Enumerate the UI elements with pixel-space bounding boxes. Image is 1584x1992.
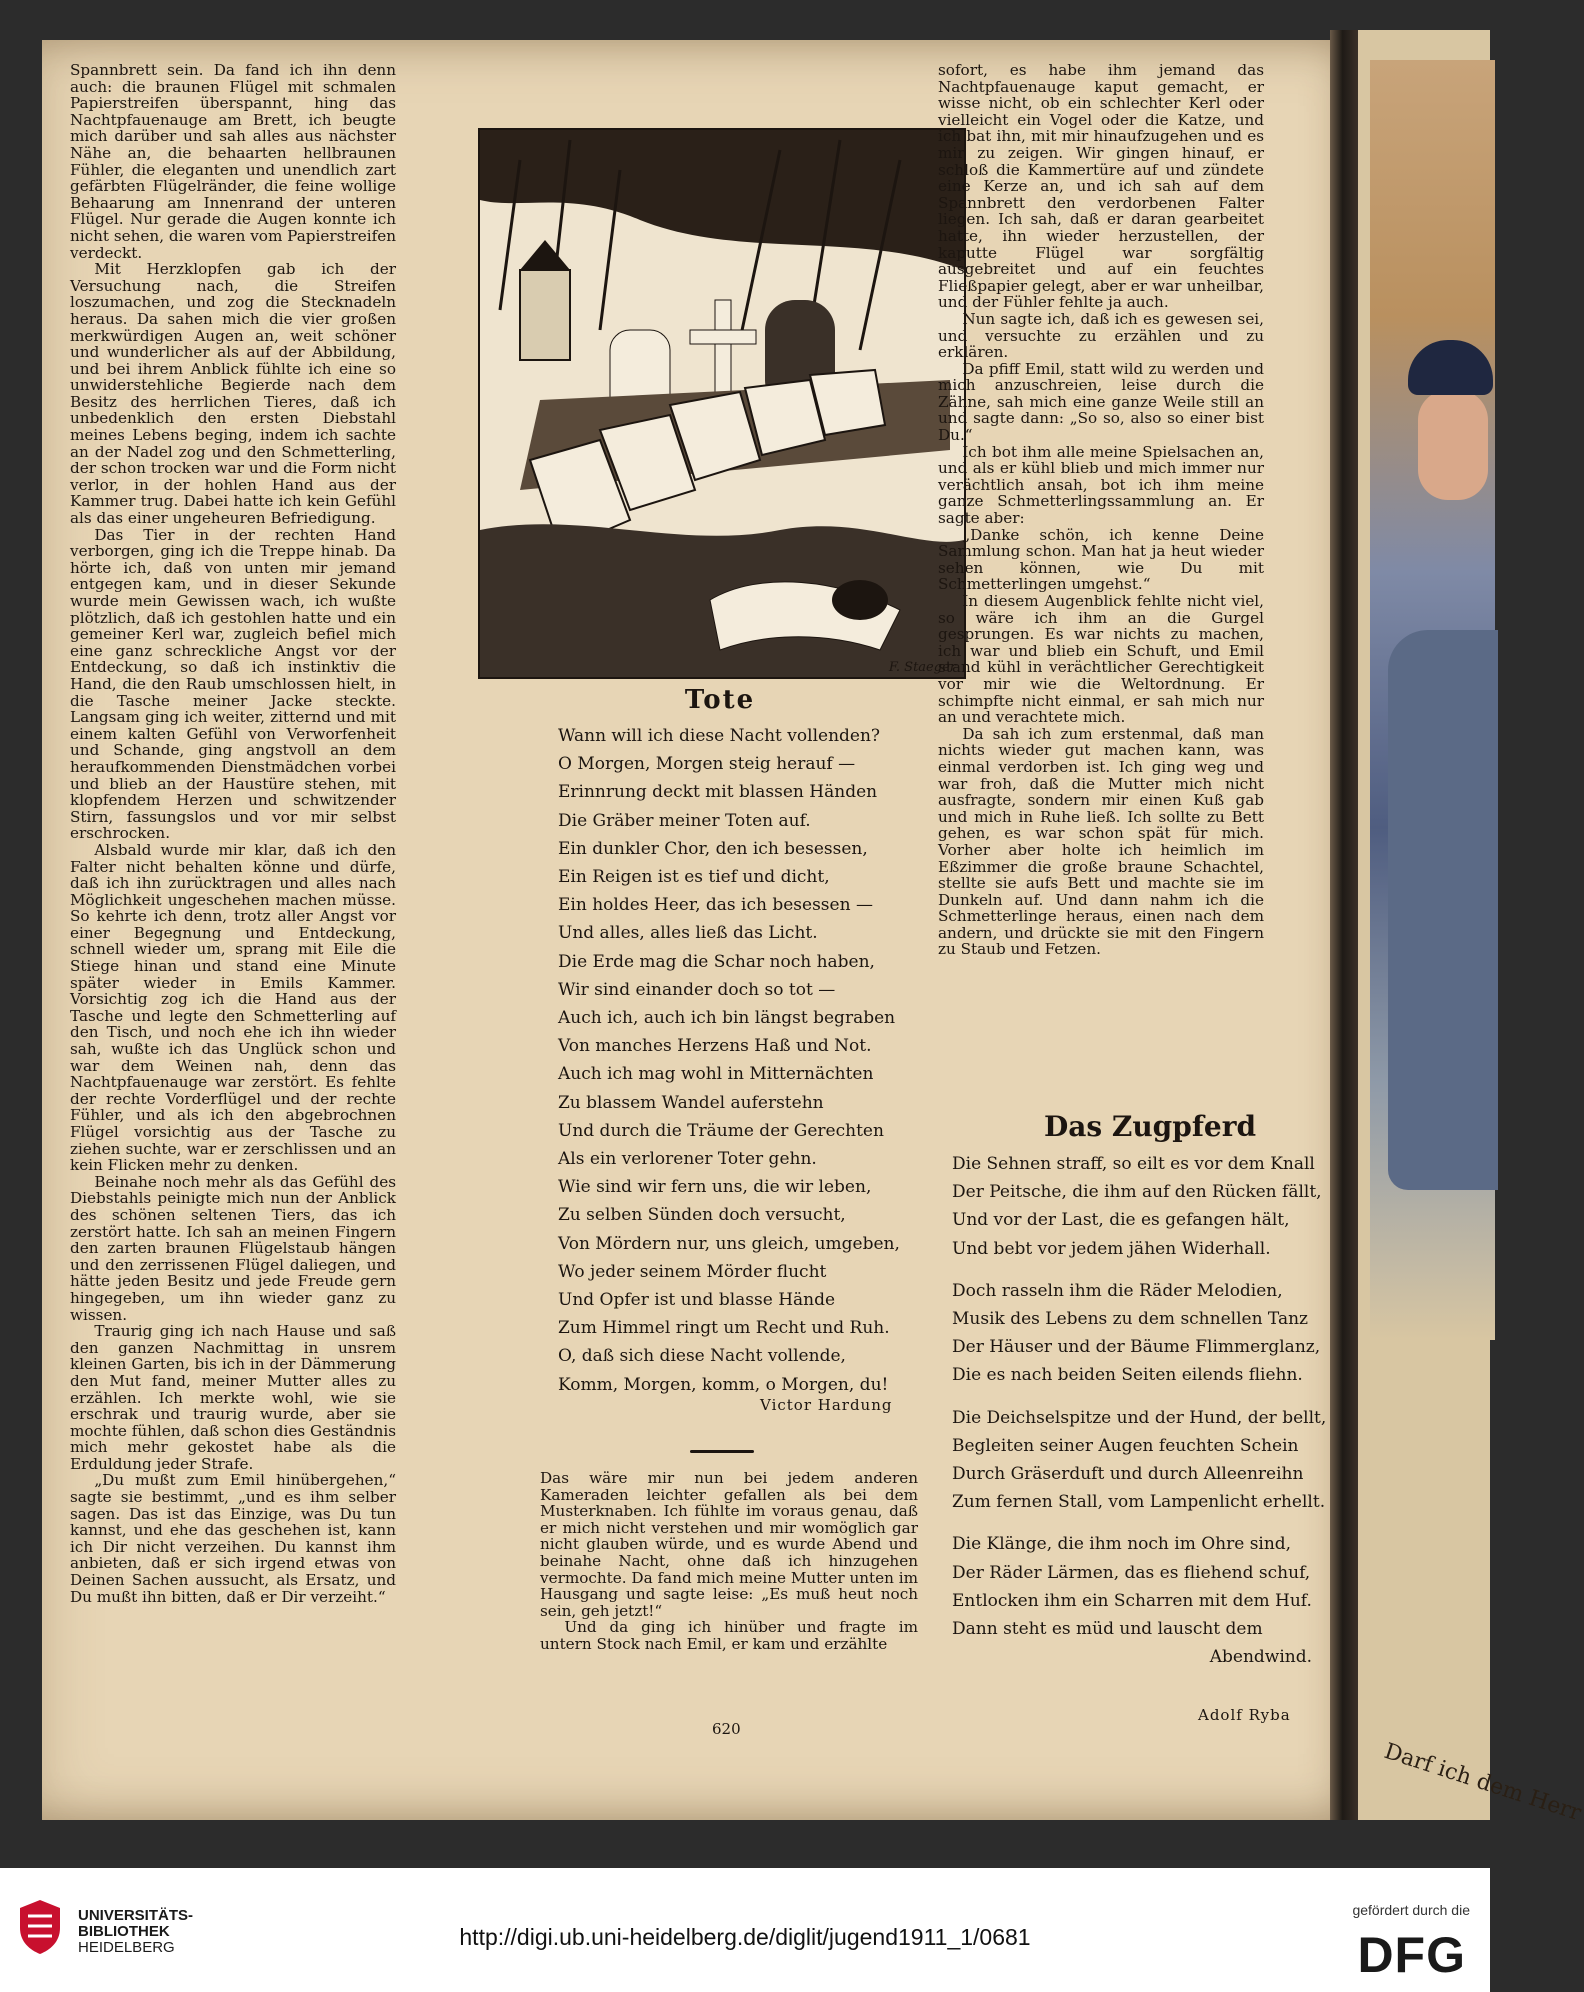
institution-city: HEIDELBERG [78, 1939, 175, 1956]
poem-line: Auch ich, auch ich bin längst begraben [558, 1008, 896, 1029]
poem-line: Und durch die Träume der Gerechten [558, 1120, 884, 1141]
poem-line: Zu selben Sünden doch versucht, [558, 1205, 846, 1226]
poem-line: Der Peitsche, die ihm auf den Rücken fällt, [952, 1182, 1322, 1203]
poem-line: Und alles, alles ließ das Licht. [558, 923, 818, 944]
section-divider [690, 1450, 754, 1453]
poem-stanza [952, 1277, 1332, 1390]
viewer-footer [0, 1868, 1490, 1992]
paragraph: Spannbrett sein. Da fand ich ihn denn auch: die braunen Flügel mit schmalen Papierstreifen überspannt, hing das Nachtpfauenauge am Brett, ich beugte mich darüber und sah alles aus nächster Nähe an, die behaarten hellbraunen Fühler, die eleganten und unendlich zart gefärbten Flügelränder, die feine wollige Behaarung am Innenrand der unteren Flügel. Nur gerade die Augen konnte ich nicht sehen, die waren vom Papierstreifen verdeckt. [70, 61, 396, 262]
paragraph: Und da ging ich hinüber und fragte im untern Stock nach Emil, er kam und erzählte [540, 1618, 918, 1653]
poem-stanza [952, 1150, 1332, 1263]
adjacent-page [1358, 30, 1584, 1827]
paragraph: Das wäre mir nun bei jedem anderen Kameraden leichter gefallen als bei dem Musterknaben. Ich fühlte im voraus genau, daß er mich nicht verstehen und mir womöglich gar nicht glauben würde, und es wurde Abend und beinahe Nacht, ohne daß ich hinzugehen vermochte. Da fand mich meine Mutter unten im Hausgang und sagte leise: „Es muß heut noch sein, geh jetzt!“ [540, 1469, 918, 1620]
poem-line: Erinnrung deckt mit blassen Händen [558, 782, 878, 803]
adjacent-caption: Darf ich dem Herr [1381, 1738, 1584, 1827]
paragraph: Mit Herzklopfen gab ich der Versuchung nach, die Streifen loszumachen, und zog die Stecknadeln heraus. Da sahen mich die vier großen merkwürdigen Augen an, weit schöner und wunderlicher als auf der Abbildung, und bei ihrem Anblick fühlte ich eine so unwiderstehliche Begierde nach dem Besitz des herrlichen Tieres, daß ich unbedenklich den ersten Diebstahl meines Lebens beging, indem ich sachte an der Nadel zog und den Schmetterling, der schon trocken war und die Form nicht verlor, in der hohlen Hand aus der Kammer trug. Dabei hatte ich kein Gefühl als das einer ungeheuren Befriedigung. [70, 260, 396, 528]
graveyard-drawing [480, 130, 964, 677]
funding-label: gefördert durch die [1352, 1902, 1470, 1918]
paragraph: Da sah ich zum erstenmal, daß man nichts wieder gut machen kann, was einmal verdorben ist. Ich ging weg und war froh, daß die Mutter mich nicht ausfragte, sondern mir einen Kuß gab und mich in Ruhe ließ. Ich sollte zu Bett gehen, es war schon spät für mich. Vorher aber holte ich heimlich im Eßzimmer die große braune Schachtel, stellte sie aufs Bett und machte sie im Dunkeln auf. Und dann nahm ich die Schmetterlinge heraus, einen nach dem andern, und drückte sie mit den Fingern zu Staub und Fetzen. [938, 724, 1264, 959]
paragraph: Das Tier in der rechten Hand verborgen, ging ich die Treppe hinab. Da hörte ich, daß von unten mir jemand entgegen kam, und in dieser Sekunde wurde mein Gewissen wach, ich wußte plötzlich, daß ich gestohlen hatte und ein gemeiner Kerl war, zugleich befiel mich eine ganz schreckliche Angst vor der Entdeckung, so daß ich instinktiv die Hand, die den Raub umschlossen hielt, in die Tasche meiner Jacke steckte. Langsam ging ich weiter, zitternd und mit einem kalten Gefühl von Verworfenheit und Schande, ging angstvoll an dem heraufkommenden Dienstmädchen vorbei und blieb an der Haustüre stehen, mit klopfendem Herzen und schwitzender Stirn, fassungslos und vor mir selbst erschrocken. [70, 525, 396, 843]
poem-line: Dann steht es müd und lauscht dem [952, 1619, 1263, 1640]
poem-line: Durch Gräserduft und durch Alleenreihn [952, 1464, 1304, 1485]
poem-line: Die es nach beiden Seiten eilends fliehn. [952, 1365, 1303, 1386]
poem-tote [558, 722, 918, 1399]
poem-line: Von Mördern nur, uns gleich, umgeben, [558, 1233, 900, 1254]
poem-line: Als ein verlorener Toter gehn. [558, 1149, 817, 1170]
book-gutter [1330, 30, 1358, 1820]
paragraph: Da pfiff Emil, statt wild zu werden und mich anzuschreien, leise durch die Zähne, sah mich eine ganze Weile still an und sagte dann: „So so, also so einer bist Du.“ [938, 359, 1264, 445]
poem-line: Die Deichselspitze und der Hund, der bellt, [952, 1407, 1327, 1428]
poem-title-tote: Tote [684, 685, 756, 715]
adjacent-figure-face [1418, 390, 1488, 500]
poem-line: Die Gräber meiner Toten auf. [558, 810, 811, 831]
poem-line: Komm, Morgen, komm, o Morgen, du! [558, 1374, 889, 1395]
paragraph: sofort, es habe ihm jemand das Nachtpfauenauge kaput gemacht, er wisse nicht, ob ein schlechter Kerl oder vielleicht ein Vogel oder die Katze, und ich bat ihn, mit mir hinaufzugehen und es mir zu zeigen. Wir gingen hinauf, er schloß die Kammertüre auf und zündete eine Kerze an, und ich sah auf dem Spannbrett den verdorbenen Falter liegen. Ich sah, daß er daran gearbeitet hatte, ihn wieder herzustellen, der kaputte Flügel war sorgfältig ausgebreitet und auf ein feuchtes Fließpapier gelegt, aber er war unheilbar, und der Fühler fehlte ja auch. [938, 61, 1264, 312]
poem-line: Auch ich mag wohl in Mitternächten [558, 1064, 874, 1085]
page-number: 620 [712, 1720, 741, 1738]
paragraph: In diesem Augenblick fehlte nicht viel, so wäre ich ihm an die Gurgel gesprungen. Es war nichts zu machen, ich war und blieb ein Schuft, und Emil stand kühl in verächtlicher Gerechtigkeit vor mir wie die Weltordnung. Er schimpfte nicht einmal, er sah mich nur an und verachtete mich. [938, 592, 1264, 727]
artist-signature: F. Staeger [888, 660, 956, 675]
poem-line: Der Räder Lärmen, das es fliehend schuf, [952, 1562, 1311, 1583]
poem-line: Wir sind einander doch so tot — [558, 979, 836, 1000]
poem-line: Wann will ich diese Nacht vollenden? [558, 726, 881, 746]
poem-line: Die Erde mag die Schar noch haben, [558, 951, 875, 972]
poem-line: Doch rasseln ihm die Räder Melodien, [952, 1280, 1283, 1301]
dfg-logo: DFG [1357, 1927, 1466, 1983]
institution-line: BIBLIOTHEK [78, 1923, 170, 1940]
poem-line: Ein dunkler Chor, den ich besessen, [558, 838, 868, 859]
paragraph: „Du mußt zum Emil hinübergehen,“ sagte sie bestimmt, „und es ihm selber sagen. Das ist das Einzige, was Du tun kannst, und ehe das geschehen ist, kann ich Dir nicht verzeihen. Du kannst ihm anbieten, daß er sich irgend etwas von Deinen Sachen aussucht, als Ersatz, und Du mußt ihn bitten, daß er Dir verzeiht.“ [70, 1471, 396, 1606]
poem-line: O Morgen, Morgen steig herauf — [558, 754, 856, 775]
poem-author-tote: Victor Hardung [760, 1396, 893, 1414]
poem-line: O, daß sich diese Nacht vollende, [558, 1346, 846, 1367]
document-url[interactable]: http://digi.ub.uni-heidelberg.de/diglit/jugend1911_1/0681 [459, 1924, 1031, 1950]
poem-line: Ein Reigen ist es tief und dicht, [558, 867, 830, 888]
paragraph: Ich bot ihm alle meine Spielsachen an, und als er kühl blieb und mich immer nur verächtlich ansah, bot ich ihm meine ganze Schmetterlingssammlung an. Er sagte aber: [938, 442, 1264, 528]
poem-line: Von manches Herzens Haß und Not. [558, 1036, 872, 1057]
poem-line: Und vor der Last, die es gefangen hält, [952, 1210, 1290, 1231]
poem-line: Zu blassem Wandel auferstehn [558, 1092, 824, 1113]
poem-line: Zum Himmel ringt um Recht und Ruh. [558, 1318, 890, 1339]
right-column [938, 62, 1264, 958]
poem-zugpferd [952, 1150, 1332, 1685]
center-column-prose [540, 1470, 918, 1653]
poem-line: Und Opfer ist und blasse Hände [558, 1290, 836, 1311]
paragraph: Traurig ging ich nach Hause und saß den ganzen Nachmittag in unsrem kleinen Garten, bis ich in der Dämmerung den Mut fand, meiner Mutter alles zu erzählen. Ich merkte wohl, wie sie erschrak und traurig wurde, aber sie mochte fühlen, daß schon dies Geständnis mich mehr gekostet habe als die Erduldung jeder Strafe. [70, 1322, 396, 1473]
paragraph: Beinahe noch mehr als das Gefühl des Diebstahls peinigte mich nun der Anblick des schönen seltenen Tiers, das ich zerstört hatte. Ich sah an meinen Fingern den zarten braunen Flügelstaub hängen und den zerrissenen Flügel daliegen, und hätte jeden Besitz und jede Freude gern hingegeben, um ihn wieder ganz zu wissen. [70, 1172, 396, 1324]
paragraph: „Danke schön, ich kenne Deine Sammlung schon. Man hat ja heut wieder sehen können, wie Du mit Schmetterlingen umgehst.“ [938, 525, 1264, 594]
poem-line: Ein holdes Heer, das ich besessen — [558, 895, 873, 916]
poem-line: Zum fernen Stall, vom Lampenlicht erhellt. [952, 1492, 1326, 1513]
poem-author-zugpferd: Adolf Ryba [1198, 1706, 1291, 1724]
paragraph: Nun sagte ich, daß ich es gewesen sei, und versuchte zu erzählen und zu erklären. [938, 309, 1264, 362]
poem-line: Und bebt vor jedem jähen Widerhall. [952, 1238, 1271, 1259]
poem-line: Musik des Lebens zu dem schnellen Tanz [952, 1309, 1308, 1330]
paragraph: Alsbald wurde mir klar, daß ich den Falter nicht behalten könne und dürfe, daß ich ihn zurücktragen und alles nach Möglichkeit ungeschehen machen müsse. So kehrte ich denn, trotz aller Angst vor einer Begegnung und Entdeckung, schnell wieder um, sprang mit Eile die Stiege hinan und stand eine Minute später wieder in Emils Kammer. Vorsichtig zog ich die Hand aus der Tasche und legte den Schmetterling auf den Tisch, und noch ehe ich ihn wieder sah, wußte ich das Unglück schon und war dem Weinen nah, denn das Nachtpfauenauge war zerstört. Es fehlte der rechte Vorderflügel und der rechte Fühler, und als ich den abgebrochnen Flügel vorsichtig aus der Tasche zu ziehen suchte, war er zerschlissen und an kein Flicken mehr zu denken. [70, 840, 396, 1175]
poem-stanza [952, 1404, 1332, 1517]
adjacent-figure-coat [1388, 630, 1498, 1190]
institution-line: UNIVERSITÄTS- [78, 1907, 194, 1924]
poem-title-zugpferd: Das Zugpferd [1043, 1110, 1257, 1143]
poem-line: Begleiten seiner Augen feuchten Schein [952, 1435, 1299, 1456]
poem-stanza [952, 1530, 1332, 1671]
left-column [70, 62, 396, 1605]
graveyard-illustration [478, 128, 966, 679]
poem-line: Die Sehnen straff, so eilt es vor dem Knall [952, 1154, 1315, 1174]
poem-line: Die Klänge, die ihm noch im Ohre sind, [952, 1534, 1292, 1555]
poem-line: Der Häuser und der Bäume Flimmerglanz, [952, 1337, 1321, 1358]
poem-line: Wie sind wir fern uns, die wir leben, [558, 1177, 872, 1198]
poem-line: Abendwind. [1209, 1647, 1312, 1668]
poem-line: Entlocken ihm ein Scharren mit dem Huf. [952, 1590, 1312, 1611]
poem-line: Wo jeder seinem Mörder flucht [558, 1261, 827, 1282]
